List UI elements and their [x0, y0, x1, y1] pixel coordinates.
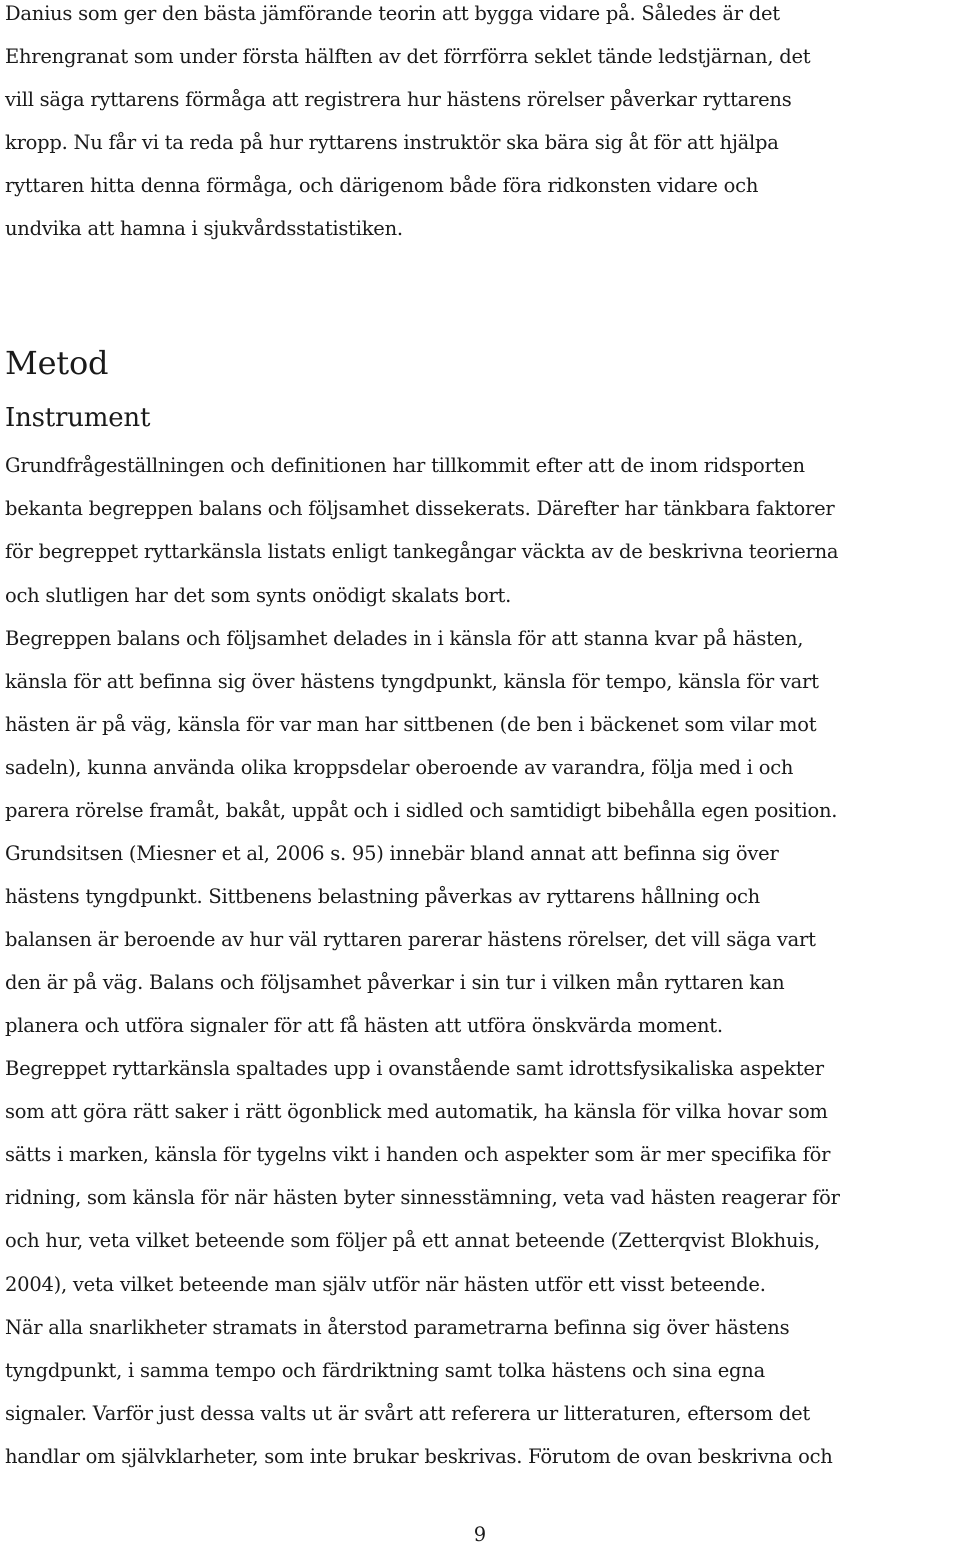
text-line: Ehrengranat som under första hälften av det förrförra seklet tände ledstjärnan, det	[5, 45, 811, 68]
text-line: hästen är på väg, känsla för var man har sittbenen (de ben i bäckenet som vilar mot	[5, 713, 817, 736]
subsection-heading: Instrument	[5, 403, 151, 433]
text-line: tyngdpunkt, i samma tempo och färdriktning samt tolka hästens och sina egna	[5, 1359, 765, 1382]
text-line: Danius som ger den bästa jämförande teorin att bygga vidare på. Således är det	[5, 2, 780, 25]
text-line: Begreppen balans och följsamhet delades in i känsla för att stanna kvar på hästen,	[5, 627, 804, 650]
text-line: som att göra rätt saker i rätt ögonblick med automatik, ha känsla för vilka hovar som	[5, 1100, 828, 1123]
text-line: och hur, veta vilket beteende som följer på ett annat beteende (Zetterqvist Blokhuis,	[5, 1229, 820, 1252]
text-line: ridning, som känsla för när hästen byter sinnesstämning, veta vad hästen reagerar för	[5, 1186, 840, 1209]
text-line: bekanta begreppen balans och följsamhet dissekerats. Därefter har tänkbara faktorer	[5, 497, 835, 520]
text-line: sadeln), kunna använda olika kroppsdelar oberoende av varandra, följa med i och	[5, 756, 794, 779]
text-line: undvika att hamna i sjukvårdsstatistiken.	[5, 217, 403, 240]
text-line: för begreppet ryttarkänsla listats enligt tankegångar väckta av de beskrivna teorierna	[5, 540, 839, 563]
text-line: och slutligen har det som synts onödigt skalats bort.	[5, 584, 512, 607]
text-line: Grundsitsen (Miesner et al, 2006 s. 95) innebär bland annat att befinna sig över	[5, 842, 779, 865]
text-line: den är på väg. Balans och följsamhet påverkar i sin tur i vilken mån ryttaren kan	[5, 971, 785, 994]
text-line: vill säga ryttarens förmåga att registrera hur hästens rörelser påverkar ryttarens	[5, 88, 792, 111]
text-line: kropp. Nu får vi ta reda på hur ryttarens instruktör ska bära sig åt för att hjälpa	[5, 131, 779, 154]
text-line: När alla snarlikheter stramats in återstod parametrarna befinna sig över hästens	[5, 1316, 790, 1339]
text-line: hästens tyngdpunkt. Sittbenens belastning påverkas av ryttarens hållning och	[5, 885, 760, 908]
text-line: signaler. Varför just dessa valts ut är svårt att referera ur litteraturen, eftersom det	[5, 1402, 810, 1425]
text-line: Begreppet ryttarkänsla spaltades upp i ovanstående samt idrottsfysikaliska aspekter	[5, 1057, 824, 1080]
text-line: ryttaren hitta denna förmåga, och därigenom både föra ridkonsten vidare och	[5, 174, 759, 197]
text-line: handlar om självklarheter, som inte brukar beskrivas. Förutom de ovan beskrivna och	[5, 1445, 833, 1468]
text-line: känsla för att befinna sig över hästens tyngdpunkt, känsla för tempo, känsla för vart	[5, 670, 819, 693]
text-line: planera och utföra signaler för att få hästen att utföra önskvärda moment.	[5, 1014, 723, 1037]
text-line: Grundfrågeställningen och definitionen har tillkommit efter att de inom ridsporten	[5, 454, 805, 477]
text-line: parera rörelse framåt, bakåt, uppåt och i sidled och samtidigt bibehålla egen position.	[5, 799, 838, 822]
text-line: 2004), veta vilket beteende man själv utför när hästen utför ett visst beteende.	[5, 1273, 766, 1296]
page-number: 9	[473, 1523, 487, 1546]
text-line: sätts i marken, känsla för tygelns vikt i handen och aspekter som är mer specifika för	[5, 1143, 831, 1166]
text-line: balansen är beroende av hur väl ryttaren parerar hästens rörelser, det vill säga vart	[5, 928, 816, 951]
section-heading: Metod	[5, 344, 109, 382]
